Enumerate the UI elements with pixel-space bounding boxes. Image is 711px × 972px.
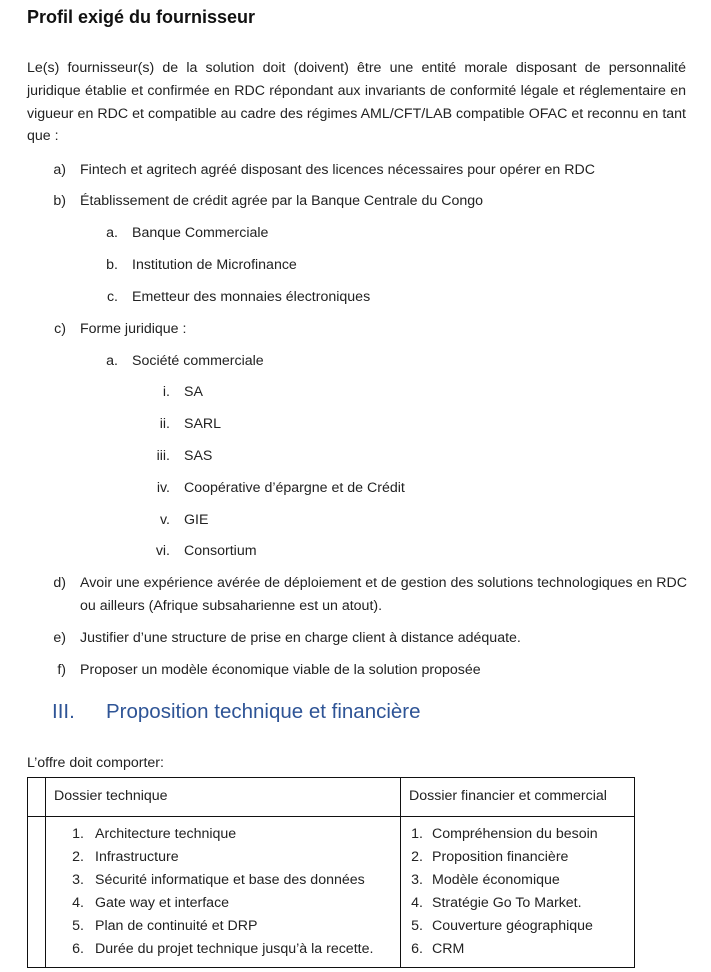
part-title: Proposition technique et financière <box>106 700 421 723</box>
list-marker: c) <box>54 321 66 337</box>
list-text: Coopérative d’épargne et de Crédit <box>184 480 405 496</box>
list-item <box>401 892 634 915</box>
list-item <box>401 915 634 938</box>
list-text: Fintech et agritech agréé disposant des licences nécessaires pour opérer en RDC <box>80 162 595 178</box>
list-number: 4. <box>72 895 84 911</box>
list-marker: ii. <box>159 416 170 432</box>
list-item <box>46 915 400 938</box>
list-marker: iv. <box>156 480 170 496</box>
list-text: Consortium <box>184 543 257 559</box>
list-number: 3. <box>72 872 84 888</box>
list-text: GIE <box>184 512 209 528</box>
list-marker: b. <box>106 257 118 273</box>
list-marker: a. <box>106 225 118 241</box>
list-item <box>46 846 400 869</box>
list-text: Stratégie Go To Market. <box>432 895 582 911</box>
table-spacer-cell <box>28 817 46 968</box>
list-text: Société commerciale <box>132 353 264 369</box>
list-text: Architecture technique <box>95 826 237 842</box>
financial-list <box>401 817 634 961</box>
list-number: 5. <box>72 918 84 934</box>
list-number: 3. <box>411 872 423 888</box>
list-text: Plan de continuité et DRP <box>95 918 258 934</box>
offer-intro: L’offre doit comporter: <box>27 755 164 771</box>
list-text: SARL <box>184 416 222 432</box>
list-number: 6. <box>411 941 423 957</box>
list-text: Avoir une expérience avérée de déploiement et de gestion des solutions technologiques en RDC <box>80 575 688 591</box>
list-text: CRM <box>432 941 465 957</box>
list-item <box>401 846 634 869</box>
table-cell <box>46 817 401 968</box>
col-financial-header: Dossier financier et commercial <box>409 788 607 804</box>
list-item <box>401 938 634 961</box>
table-header-cell <box>46 778 401 817</box>
list-text: Infrastructure <box>95 849 179 865</box>
list-text: Modèle économique <box>432 872 560 888</box>
list-marker: vi. <box>155 543 170 559</box>
table-header-cell <box>401 778 635 817</box>
list-text: Banque Commerciale <box>132 225 269 241</box>
list-marker: c. <box>106 289 118 305</box>
list-text: Proposer un modèle économique viable de la solution proposée <box>80 662 481 678</box>
list-item <box>46 869 400 892</box>
table-cell <box>401 817 635 968</box>
list-item <box>401 869 634 892</box>
table-row <box>28 817 635 968</box>
list-marker: f) <box>57 662 66 678</box>
list-item <box>401 823 634 846</box>
offer-table <box>27 777 635 968</box>
list-marker: i. <box>162 384 170 400</box>
intro-paragraph: Le(s) fournisseur(s) de la solution doit (doivent) être une entité morale disposant de personnalité juridique établie et confirmée en RDC répondant aux invariants de conformité légale et réglementaire en vigueur en RDC et compatible au cadre des régimes AML/CFT/LAB compatible OFAC et reconnu en tant que : <box>27 60 686 145</box>
list-text: Durée du projet technique jusqu’à la recette. <box>95 941 374 957</box>
technical-list <box>46 817 400 961</box>
list-marker: b) <box>53 193 66 209</box>
list-text: Institution de Microfinance <box>132 257 297 273</box>
list-item <box>46 823 400 846</box>
table-header-row <box>28 778 635 817</box>
list-number: 2. <box>411 849 423 865</box>
list-number: 1. <box>411 826 423 842</box>
list-text: Forme juridique : <box>80 321 187 337</box>
list-number: 1. <box>72 826 84 842</box>
list-item <box>46 938 400 961</box>
list-marker: e) <box>53 630 66 646</box>
list-text: Sécurité informatique et base des données <box>95 872 365 888</box>
list-text: Emetteur des monnaies électroniques <box>132 289 371 305</box>
list-text: Justifier d’une structure de prise en charge client à distance adéquate. <box>80 630 521 646</box>
list-number: 6. <box>72 941 84 957</box>
list-marker: v. <box>160 512 170 528</box>
list-text: Compréhension du besoin <box>432 826 598 842</box>
list-number: 5. <box>411 918 423 934</box>
list-item <box>46 892 400 915</box>
list-text: SA <box>184 384 203 400</box>
list-text: Couverture géographique <box>432 918 593 934</box>
list-text-continuation: ou ailleurs (Afrique subsaharienne est un atout). <box>80 598 383 614</box>
list-marker: a) <box>53 162 66 178</box>
list-marker: a. <box>106 353 118 369</box>
list-number: 2. <box>72 849 84 865</box>
list-marker: d) <box>53 575 66 591</box>
list-text: Établissement de crédit agrée par la Banque Centrale du Congo <box>80 193 484 209</box>
list-text: Gate way et interface <box>95 895 230 911</box>
list-number: 4. <box>411 895 423 911</box>
list-text: Proposition financière <box>432 849 569 865</box>
list-text: SAS <box>184 448 213 464</box>
section-heading: Profil exigé du fournisseur <box>27 7 256 27</box>
table-spacer-cell <box>28 778 46 817</box>
list-marker: iii. <box>156 448 170 464</box>
part-number: III. <box>52 700 75 723</box>
col-technical-header: Dossier technique <box>54 788 168 804</box>
